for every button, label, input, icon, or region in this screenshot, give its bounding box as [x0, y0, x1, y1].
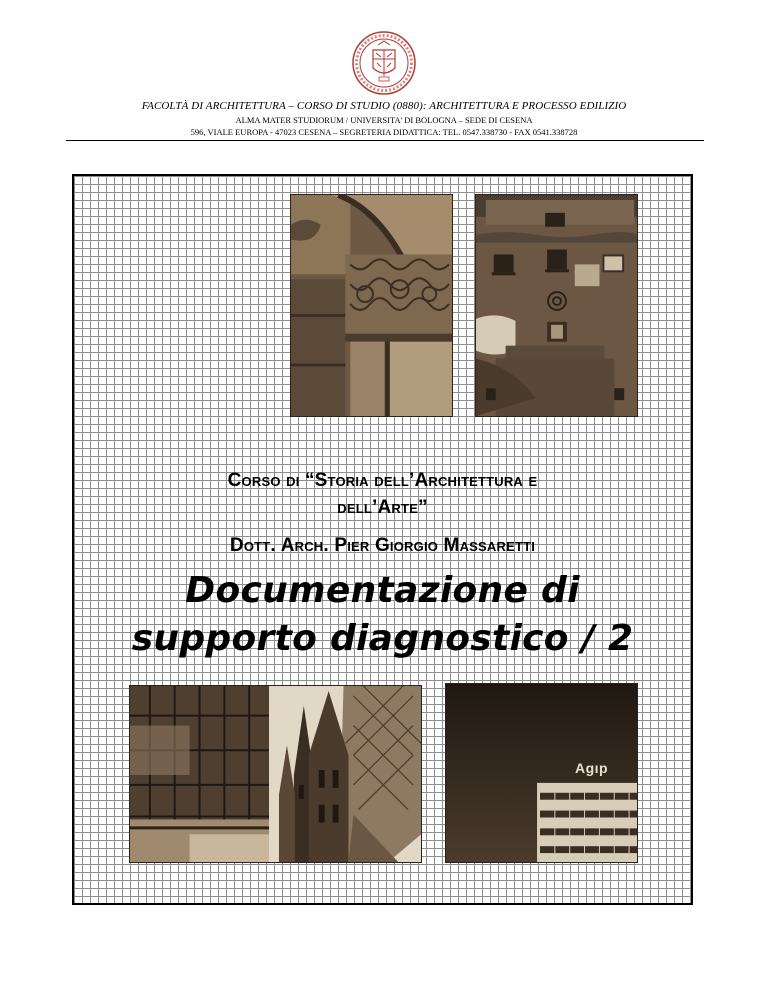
agip-sign-text: Agıp — [575, 760, 609, 776]
document-title-line2: supporto diagnostico / 2 — [131, 618, 634, 659]
teacher-name: Dott. Arch. Pier Giorgio Massaretti — [229, 535, 536, 556]
document-title-line1: Documentazione di — [185, 570, 580, 611]
faculty-line: FACOLTÀ DI ARCHITETTURA – CORSO DI STUDIO (0880): ARCHITETTURA E PROCESSO EDILIZIO — [141, 100, 627, 112]
course-title-line1: Corso di “Storia dell’Architettura e — [227, 470, 538, 491]
portal-capital-photo — [290, 194, 453, 417]
header-rule — [66, 140, 704, 141]
university-seal-icon — [351, 30, 417, 96]
university-line: ALMA MATER STUDIORUM / UNIVERSITA' DI BOLOGNA – SEDE DI CESENA — [235, 115, 533, 125]
course-title-line2: dell’Arte” — [337, 497, 428, 518]
glass-and-cathedral-photo — [129, 685, 422, 863]
agip-building-photo — [445, 683, 638, 863]
palazzo-facade-photo — [475, 194, 638, 417]
address-line: 596, VIALE EUROPA - 47023 CESENA – SEGRETERIA DIDATTICA: TEL. 0547.338730 - FAX 0541.338728 — [190, 127, 578, 137]
